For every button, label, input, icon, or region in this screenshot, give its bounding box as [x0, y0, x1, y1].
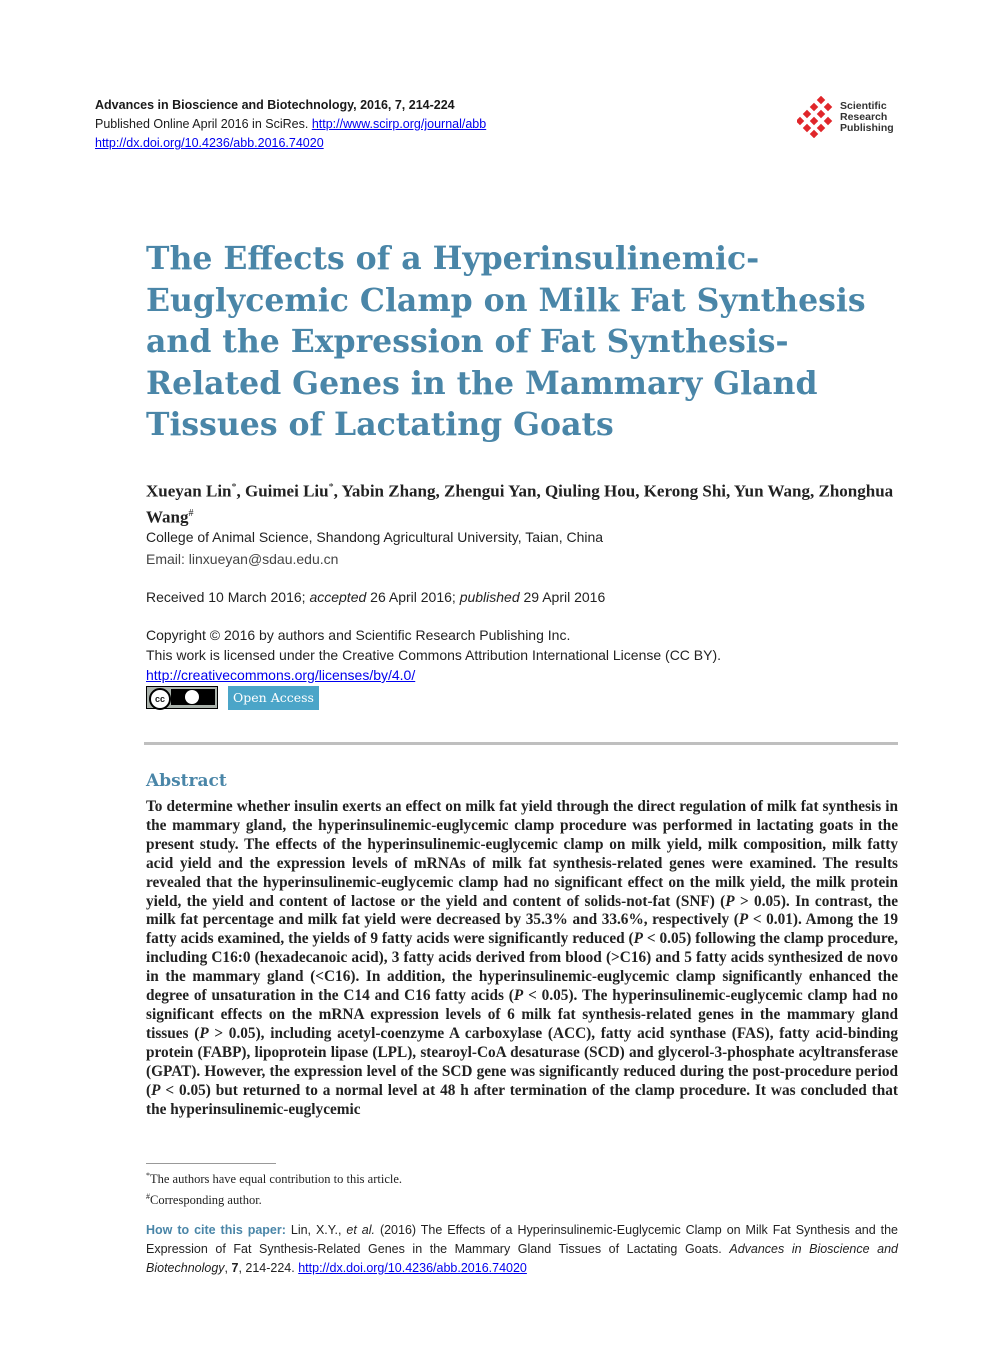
footnote-rule	[146, 1163, 276, 1164]
published-date: 29 April 2016	[523, 589, 606, 605]
how-to-cite: How to cite this paper: Lin, X.Y., et al. (2016) The Effects of a Hyperinsulinemic-Euglycemic Clamp on Milk Fat Synthesis and the Expression of Fat Synthesis-Related Genes in the Mammary Gland Tissues of Lactating Goats. Advances in Bioscience and Biotechnology, 7, 214-224. http://dx.doi.org/10.4236/abb.2016.74020	[146, 1223, 899, 1275]
author-name: Xueyan Lin	[146, 481, 232, 501]
journal-header	[95, 96, 486, 153]
affiliation: College of Animal Science, Shandong Agricultural University, Taian, China	[146, 529, 604, 545]
attribution-icon	[185, 690, 199, 704]
accepted-label: accepted	[309, 589, 367, 605]
corresponding-author-note: #Corresponding author.	[146, 1192, 262, 1208]
cite-label: How to cite this paper:	[146, 1223, 286, 1237]
cite-body: (2016) The Effects of a Hyperinsulinemic-Euglycemic Clamp on Milk Fat Synthesis and the Expression of Fat Synthesis-Related Genes in the Mammary Gland Tissues of Lactating Goats.	[146, 1223, 899, 1256]
author-name: Guimei Liu	[245, 481, 329, 501]
cc-label: cc	[149, 688, 171, 710]
copyright-line: Copyright © 2016 by authors and Scientific Research Publishing Inc.	[146, 627, 571, 643]
license-link[interactable]: http://creativecommons.org/licenses/by/4.0/	[146, 667, 416, 683]
doi-line	[95, 134, 486, 153]
cite-volume: 7	[231, 1261, 239, 1275]
author-mark: *	[328, 482, 334, 493]
received-date: 10 March 2016	[208, 589, 302, 605]
cite-doi-link[interactable]: http://dx.doi.org/10.4236/abb.2016.74020	[298, 1261, 527, 1275]
abstract-text: To determine whether insulin exerts an effect on milk fat yield through the direct regulation of milk fat synthesis in the mammary gland, the hyperinsulinemic-euglycemic clamp procedure was performed in lactating goats in the present study. The effects of the hyperinsulinemic-euglycemic clamp on milk yield, milk composition, milk fatty acid yield and the expression levels of mRNAs of milk fat synthesis-related genes were examined. The results revealed that the hyperinsulinemic-euglycemic clamp had no significant effect on the milk yield, the milk protein yield, the yield and content of lactose or the yield and content of solids-not-fat (SNF) (P > 0.05). In contrast, the milk fat percentage and milk fat yield were decreased by 35.3% and 33.6%, respectively (P < 0.01). Among the 19 fatty acids examined, the yields of 9 fatty acids were significantly reduced (P < 0.05) following the clamp procedure, including C16:0 (hexadecanoic acid), 3 fatty acids derived from blood (>C16) and 5 fatty acids synthesized de novo in the mammary gland (<C16). In addition, the hyperinsulinemic-euglycemic clamp significantly enhanced the degree of unsaturation in the C14 and C16 fatty acids (P < 0.05). The hyperinsulinemic-euglycemic clamp had no significant effects on the mRNA expression levels of 6 milk fat synthesis-related genes in the mammary gland tissues (P > 0.05), including acetyl-coenzyme A carboxylase (ACC), fatty acid synthase (FAS), fatty acid-binding protein (FABP), lipoprotein lipase (LPL), stearoyl-CoA desaturase (SCD) and glycerol-3-phosphate acyltransferase (GPAT). However, the expression level of the SCD gene was significantly reduced during the post-procedure period (P < 0.05) but returned to a normal level at 48 h after termination of the clamp procedure. It was concluded that the hyperinsulinemic-euglycemic	[146, 798, 899, 1118]
cite-authors: Lin, X.Y.,	[290, 1223, 342, 1237]
cite-pages: , 214-224.	[238, 1261, 295, 1275]
author-name: Zhonghua Wang	[146, 481, 894, 527]
author-mark: #	[188, 507, 194, 519]
license-line: This work is licensed under the Creative Commons Attribution International License (CC BY).	[146, 647, 722, 663]
author-name: Qiuling Hou	[544, 481, 636, 501]
email: Email: linxueyan@sdau.edu.cn	[146, 551, 339, 567]
footnotes	[146, 1167, 402, 1209]
cc-by-icon[interactable]	[146, 686, 218, 709]
publisher-logo	[797, 96, 907, 138]
section-divider	[144, 742, 898, 745]
publisher-name: Scientific Research Publishing	[840, 100, 894, 134]
author-name: Yun Wang	[733, 481, 810, 501]
author-list: Xueyan Lin*, Guimei Liu*, Yabin Zhang, Zhengui Yan, Qiuling Hou, Kerong Shi, Yun Wang, Zhonghua Wang#	[146, 481, 894, 527]
author-mark: *	[231, 482, 237, 493]
author-name: Kerong Shi	[643, 481, 727, 501]
equal-contribution-note: *The authors have equal contribution to this article.	[146, 1171, 403, 1187]
published-label: published	[459, 589, 520, 605]
scirp-diamond-logo-icon	[797, 96, 837, 138]
open-access-badge: Open Access	[228, 686, 319, 710]
doi-link[interactable]: http://dx.doi.org/10.4236/abb.2016.74020	[95, 136, 324, 150]
publication-line	[95, 115, 486, 134]
cite-etal: et al.	[346, 1223, 375, 1237]
copyright-block	[146, 625, 721, 685]
published-online: Published Online April 2016 in SciRes.	[95, 117, 309, 131]
article-dates: Received 10 March 2016; accepted 26 April 2016; published 29 April 2016	[146, 589, 606, 605]
author-name: Zhengui Yan	[444, 481, 537, 501]
cite-journal: Advances in Bioscience and Biotechnology	[146, 1242, 898, 1275]
received-label: Received	[146, 589, 205, 605]
journal-link[interactable]: http://www.scirp.org/journal/abb	[311, 117, 487, 131]
abstract-heading: Abstract	[146, 771, 227, 791]
journal-citation: Advances in Bioscience and Biotechnology, 2016, 7, 214-224	[95, 98, 455, 112]
accepted-date: 26 April 2016	[370, 589, 452, 605]
author-name: Yabin Zhang	[341, 481, 436, 501]
article-title: The Effects of a Hyperinsulinemic-Euglycemic Clamp on Milk Fat Synthesis and the Expression of Fat Synthesis-Related Genes in the Mammary Gland Tissues of Lactating Goats	[146, 240, 866, 443]
